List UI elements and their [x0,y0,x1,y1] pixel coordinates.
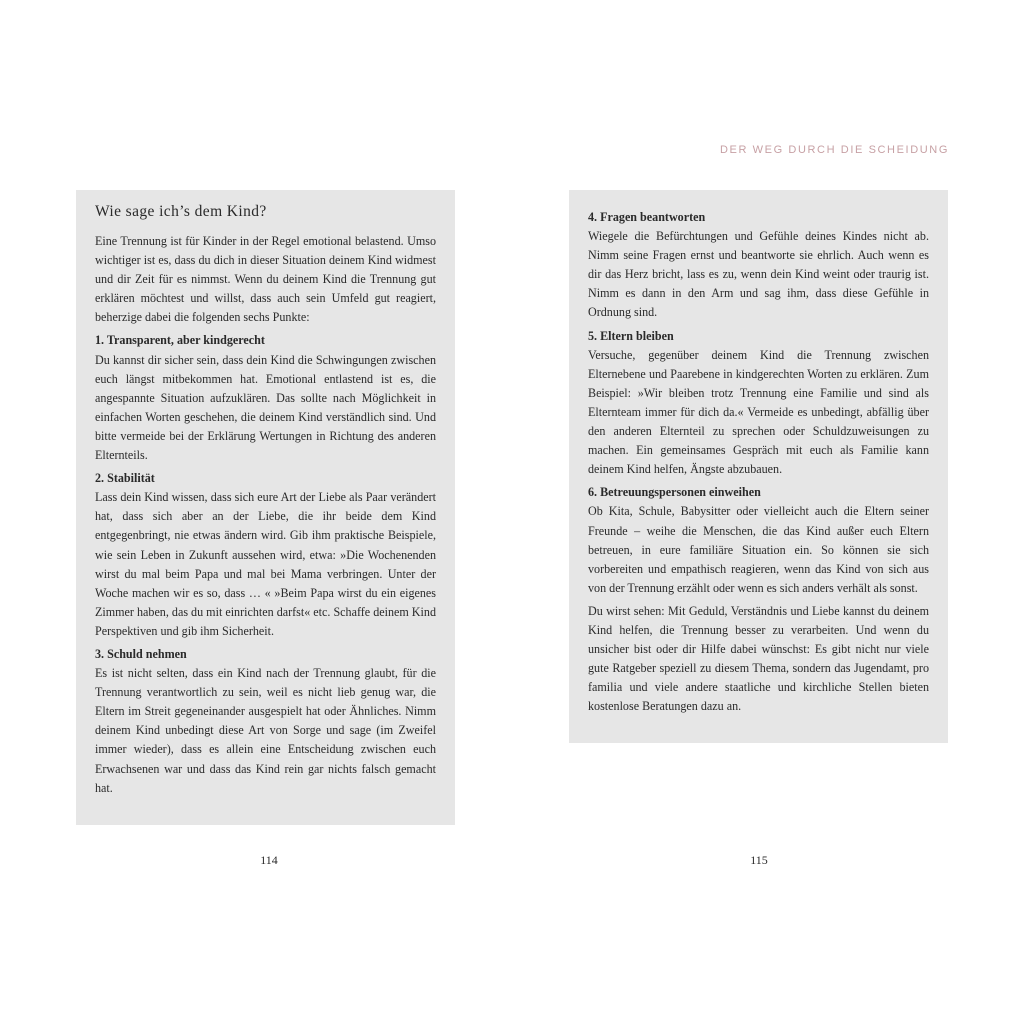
section-5-title: 5. Eltern bleiben [588,328,674,343]
section-6-text: Ob Kita, Schule, Babysitter oder vielleicht auch die Eltern seiner Freunde – weihe die Menschen, die das Kind außer euch Eltern betreuen, in eure familiäre Situation ein. So können sie sich vorbereiten und empathisch reagieren, wenn das Kind von sich aus von der Trennung erzählt oder wenn es sich anders verhält als sonst. [588,504,929,595]
section-3 [95,645,436,798]
section-4-title: 4. Fragen beantworten [588,210,706,224]
section-3-text: Es ist nicht selten, dass ein Kind nach der Trennung glaubt, für die Trennung verantwortlich zu sein, weil es nicht lieb genug war, die Eltern im Streit gegeneinander ausgespielt hat oder Ähnliches. Nimm deinem Kind unbedingt diese Art von Sorge und sage (im Zweifel immer wieder), dass es allein eine Entscheidung zwischen euch Erwachsenen war und dass das Kind rein gar nichts falsch gemacht hat. [95,666,436,795]
section-2 [95,469,436,641]
page-number-right: 115 [750,853,768,867]
section-1-text: Du kannst dir sicher sein, dass dein Kind die Schwingungen zwischen euch längst mitbekommen hat. Emotional entlastend ist es, die angespannte Situation aufzuklären. Das sollte nach Möglichkeit in einfachen Worten geschehen, die deinem Kind verständlich sind. Und bitte vermeide bei der Erklärung Wertungen in Richtung des anderen Elternteils. [95,352,436,463]
section-2-text: Lass dein Kind wissen, dass sich eure Art der Liebe als Paar verändert hat, dass sich aber an der Liebe, die ihr beide dem Kind entgegenbringt, nie etwas ändern wird. Gib ihm praktische Beispiele, wie sein Leben in Zukunft aussehen wird, etwa: »Die Wochenenden wirst du mal beim Papa und mal bei Mama verbringen. Unter der Woche machen wir es so, dass … « »Beim Papa wirst du ein eigenes Zimmer haben, das du mit einrichten darfst« etc. Schaffe deinem Kind Perspektiven und gib ihm Sicherheit. [95,490,436,638]
running-head: DER WEG DURCH DIE SCHEIDUNG [720,144,949,156]
section-1 [95,331,436,465]
section-2-title: 2. Stabilität [95,471,155,486]
section-4-text: Wiegele die Befürchtungen und Gefühle deines Kindes nicht ab. Nimm seine Fragen ernst und beantworte sie ehrlich. Auch wenn es dir das Herz bricht, lass es zu, wenn dein Kind weint oder traurig ist. Nimm es dann in den Arm und sag ihm, dass diese Gefühle in Ordnung sind. [588,229,929,320]
right-page-box [569,190,948,743]
section-3-title: 3. Schuld nehmen [95,646,187,661]
left-heading: Wie sage ich’s dem Kind? [95,203,267,220]
left-page-box [76,190,455,825]
page-number-left: 114 [260,853,278,867]
left-intro: Eine Trennung ist für Kinder in der Regel emotional belastend. Umso wichtiger ist es, dass du dich in dieser Situation deinem Kind widmest und dir Zeit für es nimmst. Wenn du deinem Kind die Trennung gut erklären möchtest und willst, dass auch sein Umfeld gut reagiert, beherzige dabei die folgenden sechs Punkte: [95,234,436,325]
section-4 [588,208,929,323]
section-1-title: 1. Transparent, aber kindgerecht [95,333,265,348]
section-5-text: Versuche, gegenüber deinem Kind die Trennung zwischen Elternebene und Paarebene in kindgerechten Worten zu erklären. Zum Beispiel: »Wir bleiben trotz Trennung eine Familie und sind als Elternteam immer für dich da.« Vermeide es unbedingt, abfällig über den anderen Elternteil zu sprechen oder Schuldzuweisungen zu machen. Ein gemeinsames Gespräch mit euch als Familie kann deinem Kind helfen, Ängste abzubauen. [588,347,929,477]
section-6-title: 6. Betreuungspersonen einweihen [588,485,761,500]
closing-paragraph: Du wirst sehen: Mit Geduld, Verständnis und Liebe kannst du deinem Kind helfen, die Trennung besser zu verarbeiten. Und wenn du unsicher bist oder dir Hilfe dabei wünschst: Es gibt nicht nur viele gute Ratgeber speziell zu diesem Thema, sondern das Jugendamt, pro familia und viele andere staatliche und kirchliche Stellen bieten kostenlose Beratungen dazu an. [588,603,929,714]
section-5 [588,327,929,480]
section-6 [588,483,929,598]
